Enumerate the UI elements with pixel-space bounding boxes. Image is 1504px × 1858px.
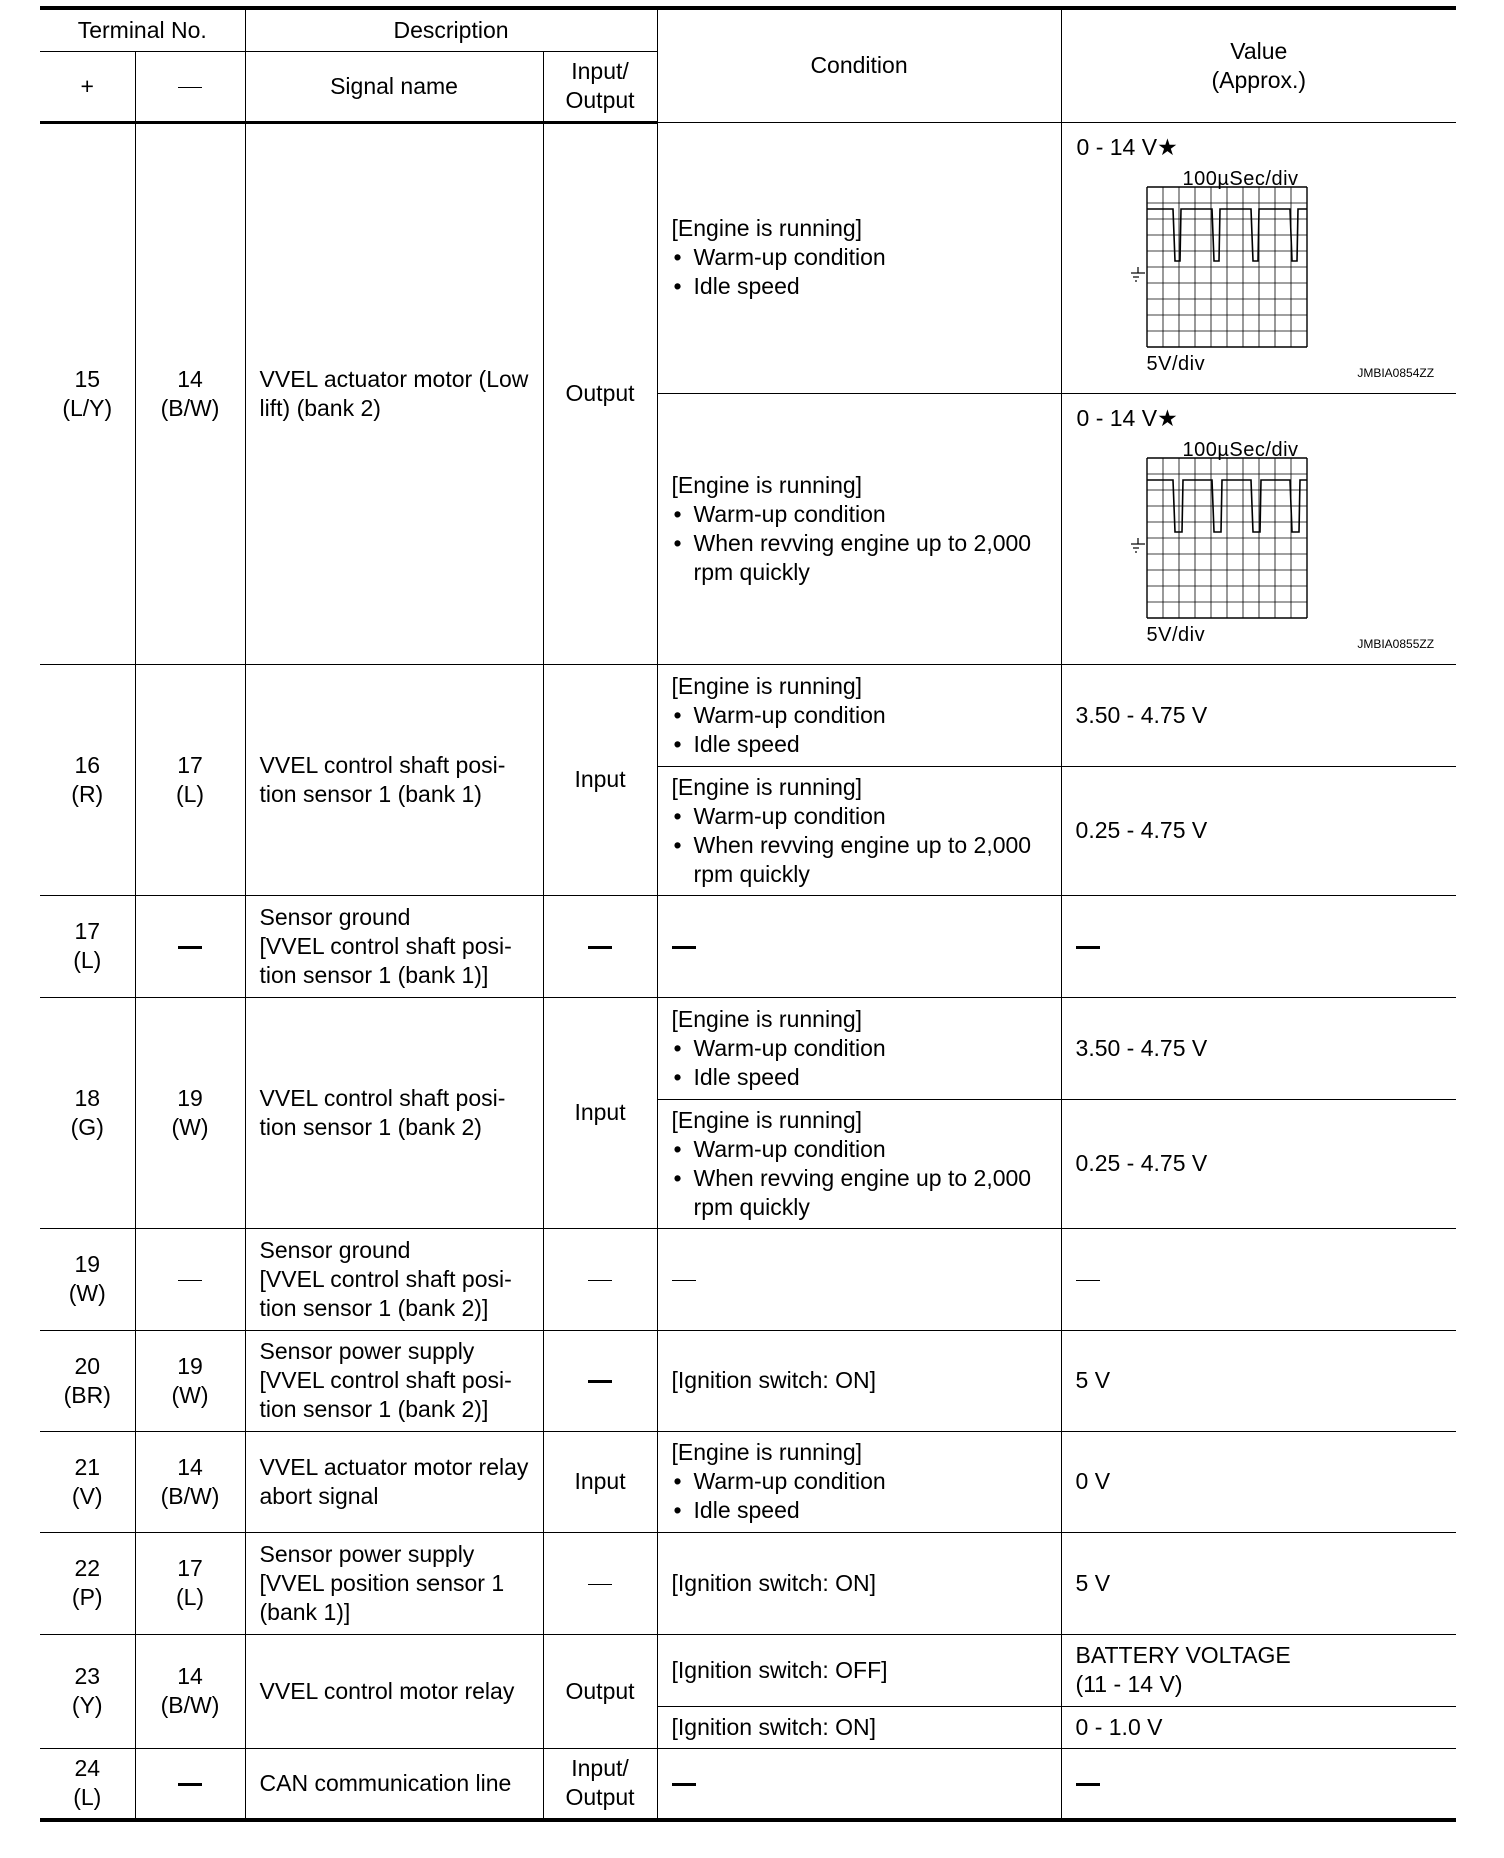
signal-name: VVEL actuator motor relay abort signal [245, 1431, 543, 1532]
signal-name: VVEL control shaft posi- tion sensor 1 (bank 2) [245, 997, 543, 1228]
condition [657, 1228, 1061, 1330]
header-condition: Condition [657, 8, 1061, 122]
volts-per-div: 5V/div [1146, 352, 1206, 375]
figure-id: JMBIA0854ZZ [1357, 365, 1435, 380]
io-type [543, 1330, 657, 1431]
condition [657, 1748, 1061, 1820]
condition: [Engine is running] • Warm-up condition • When revving engine up to 2,000 rpm quickly [657, 766, 1061, 895]
table-row [40, 895, 1456, 997]
dash-mark [588, 1584, 612, 1585]
scope-grid [1147, 187, 1307, 347]
signal-name: Sensor ground [VVEL control shaft posi- tion sensor 1 (bank 2)] [245, 1228, 543, 1330]
signal-name: Sensor power supply [VVEL control shaft posi- tion sensor 1 (bank 2)] [245, 1330, 543, 1431]
signal-name: VVEL control motor relay [245, 1634, 543, 1748]
plus-terminal: 18 (G) [40, 997, 135, 1228]
value-waveform [1061, 393, 1456, 664]
dash-mark [1076, 946, 1100, 949]
table-row [40, 1330, 1456, 1431]
value: 5 V [1061, 1532, 1456, 1634]
header-description: Description [245, 8, 657, 51]
value: 0.25 - 4.75 V [1061, 1099, 1456, 1228]
minus-terminal: 19 (W) [135, 1330, 245, 1431]
header-terminal-no: Terminal No. [40, 8, 245, 51]
dash-mark [178, 946, 202, 949]
io-type [543, 895, 657, 997]
value: 3.50 - 4.75 V [1061, 664, 1456, 766]
signal-name: VVEL actuator motor (Low lift) (bank 2) [245, 122, 543, 664]
plus-terminal: 23 (Y) [40, 1634, 135, 1748]
value: 3.50 - 4.75 V [1061, 997, 1456, 1099]
table-row [40, 997, 1456, 1099]
condition: [Engine is running] • Warm-up condition • When revving engine up to 2,000 rpm quickly [657, 393, 1061, 664]
io-type [543, 1532, 657, 1634]
value [1061, 1228, 1456, 1330]
dash-mark [588, 946, 612, 949]
plus-terminal: 20 (BR) [40, 1330, 135, 1431]
dash-mark [588, 1280, 612, 1281]
value: 5 V [1061, 1330, 1456, 1431]
plus-terminal: 24 (L) [40, 1748, 135, 1820]
table-row [40, 122, 1456, 393]
time-per-div: 100µSec/div [1182, 438, 1299, 461]
value: 0 V [1061, 1431, 1456, 1532]
io-type: Input [543, 1431, 657, 1532]
header-plus: + [40, 51, 135, 122]
value: 0.25 - 4.75 V [1061, 766, 1456, 895]
plus-terminal: 21 (V) [40, 1431, 135, 1532]
condition: [Engine is running] • Warm-up condition • When revving engine up to 2,000 rpm quickly [657, 1099, 1061, 1228]
table-row [40, 1228, 1456, 1330]
value: 0 - 1.0 V [1061, 1706, 1456, 1748]
minus-terminal: 19 (W) [135, 997, 245, 1228]
minus-terminal: 14 (B/W) [135, 122, 245, 664]
signal-name: Sensor power supply [VVEL position sensor 1 (bank 1)] [245, 1532, 543, 1634]
signal-name: VVEL control shaft posi- tion sensor 1 (bank 1) [245, 664, 543, 895]
condition: [Ignition switch: OFF] [657, 1634, 1061, 1706]
header-value [1061, 8, 1456, 122]
condition: [Ignition switch: ON] [657, 1330, 1061, 1431]
volts-per-div: 5V/div [1146, 623, 1206, 646]
time-per-div: 100µSec/div [1182, 167, 1299, 190]
value [1061, 1748, 1456, 1820]
condition: [Engine is running] • Warm-up condition • Idle speed [657, 122, 1061, 393]
condition: [Ignition switch: ON] [657, 1706, 1061, 1748]
io-type: Output [543, 1634, 657, 1748]
io-type: Input [543, 664, 657, 895]
table-row [40, 1431, 1456, 1532]
io-type: Output [543, 122, 657, 664]
minus-sign [178, 87, 202, 88]
signal-name: Sensor ground [VVEL control shaft posi- tion sensor 1 (bank 1)] [245, 895, 543, 997]
table-row [40, 1748, 1456, 1820]
header-minus [135, 51, 245, 122]
dash-mark [178, 1783, 202, 1786]
table-row [40, 664, 1456, 766]
ground-icon [1131, 267, 1145, 281]
plus-terminal: 19 (W) [40, 1228, 135, 1330]
minus-terminal: 17 (L) [135, 1532, 245, 1634]
table-row [40, 1634, 1456, 1706]
plus-terminal: 17 (L) [40, 895, 135, 997]
header-value-label: Value [1230, 37, 1288, 64]
signal-name: CAN communication line [245, 1748, 543, 1820]
header-signal-name: Signal name [245, 51, 543, 122]
ground-icon [1131, 538, 1145, 552]
oscilloscope-graph [1062, 394, 1457, 664]
dash-mark [1076, 1280, 1100, 1281]
scope-grid [1147, 458, 1307, 618]
minus-terminal: 14 (B/W) [135, 1431, 245, 1532]
minus-terminal: 17 (L) [135, 664, 245, 895]
header-input-output: Input/ Output [543, 51, 657, 122]
minus-terminal: 14 (B/W) [135, 1634, 245, 1748]
minus-terminal [135, 895, 245, 997]
plus-terminal: 22 (P) [40, 1532, 135, 1634]
dash-mark [672, 946, 696, 949]
io-type: Input [543, 997, 657, 1228]
terminal-spec-table [40, 6, 1456, 1822]
oscilloscope-graph [1062, 123, 1457, 393]
condition [657, 895, 1061, 997]
plus-terminal: 16 (R) [40, 664, 135, 895]
minus-terminal [135, 1748, 245, 1820]
waveform-value: 0 - 14 V★ [1076, 133, 1178, 160]
figure-id: JMBIA0855ZZ [1357, 636, 1435, 651]
table-row [40, 1532, 1456, 1634]
io-type [543, 1228, 657, 1330]
waveform-value: 0 - 14 V★ [1076, 404, 1178, 431]
dash-mark [672, 1783, 696, 1786]
header-value-approx: (Approx.) [1211, 66, 1307, 93]
dash-mark [588, 1380, 612, 1383]
condition: [Engine is running] • Warm-up condition • Idle speed [657, 664, 1061, 766]
minus-terminal [135, 1228, 245, 1330]
plus-terminal: 15 (L/Y) [40, 122, 135, 664]
io-type: Input/ Output [543, 1748, 657, 1820]
dash-mark [672, 1280, 696, 1281]
value: BATTERY VOLTAGE (11 - 14 V) [1061, 1634, 1456, 1706]
condition: [Engine is running] • Warm-up condition • Idle speed [657, 1431, 1061, 1532]
value [1061, 895, 1456, 997]
value-waveform [1061, 122, 1456, 393]
condition: [Ignition switch: ON] [657, 1532, 1061, 1634]
dash-mark [178, 1280, 202, 1281]
dash-mark [1076, 1783, 1100, 1786]
condition: [Engine is running] • Warm-up condition • Idle speed [657, 997, 1061, 1099]
